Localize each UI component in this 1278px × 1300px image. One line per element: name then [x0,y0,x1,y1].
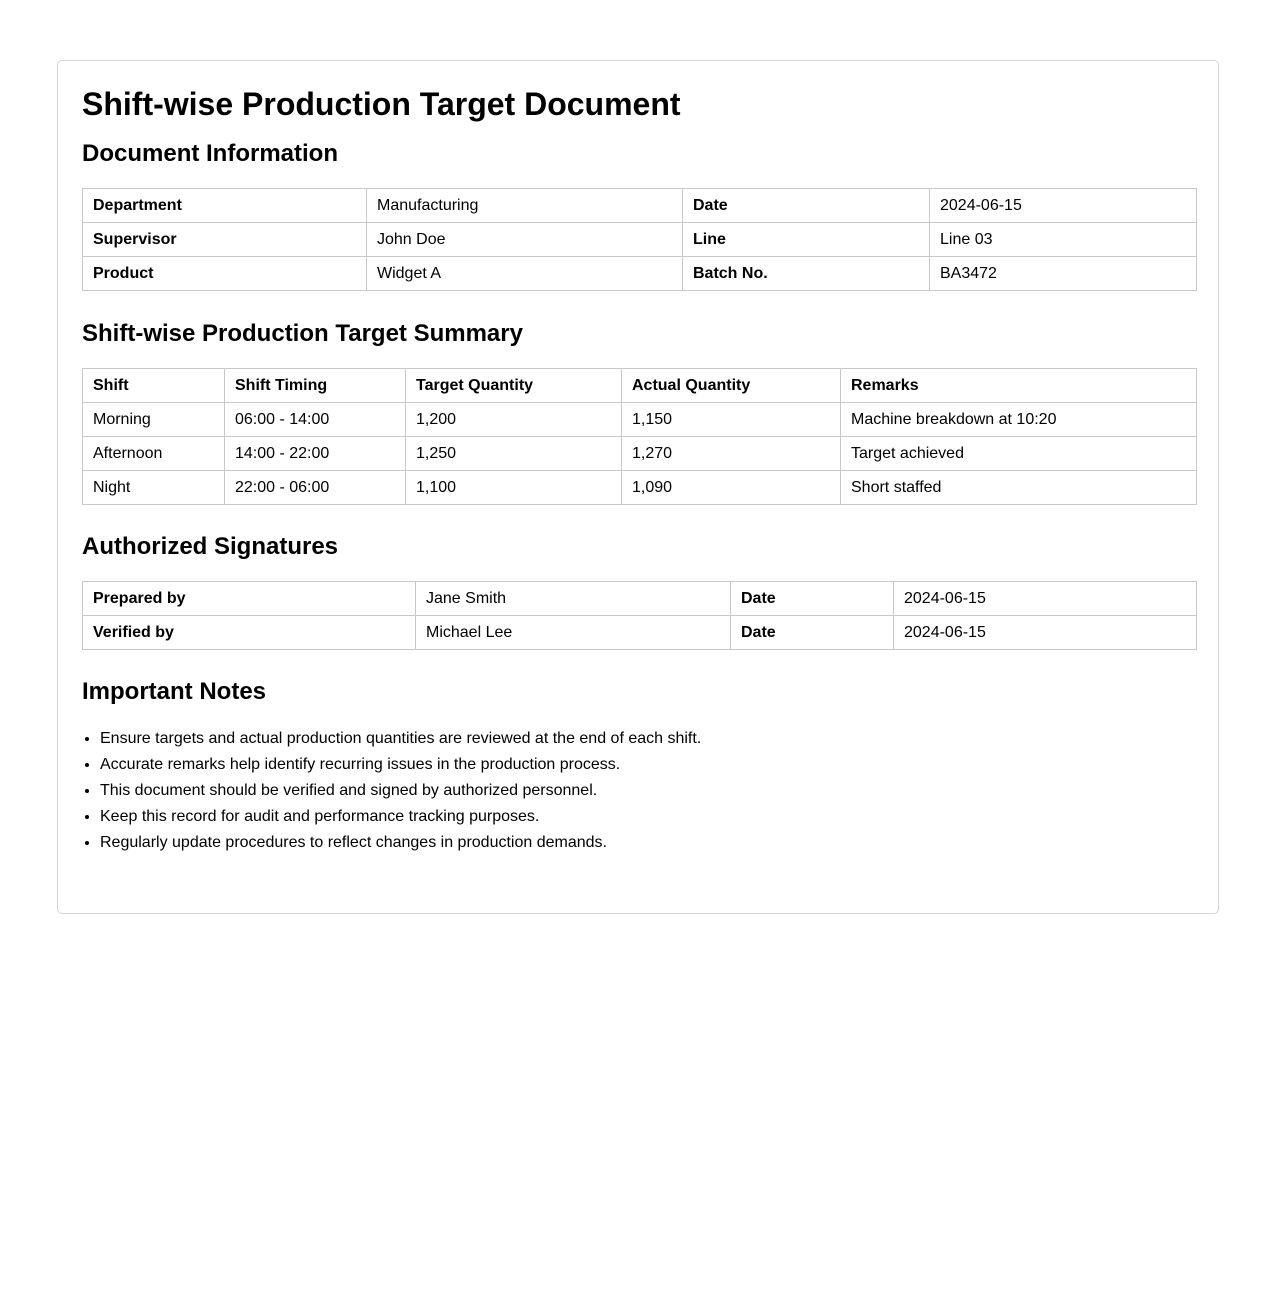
table-row [83,189,1197,223]
info-value: John Doe [367,223,683,257]
remarks-cell: Short staffed [841,471,1197,505]
table-row [83,437,1197,471]
actual-cell: 1,270 [622,437,841,471]
target-cell: 1,200 [406,403,622,437]
column-header: Remarks [841,369,1197,403]
info-value: BA3472 [930,257,1197,291]
remarks-cell: Machine breakdown at 10:20 [841,403,1197,437]
actual-cell: 1,090 [622,471,841,505]
table-row [83,403,1197,437]
production-summary-table [82,368,1197,505]
table-header-row [83,369,1197,403]
signature-name: Jane Smith [416,582,731,616]
column-header: Shift [83,369,225,403]
list-item: • Ensure targets and actual production quantities are reviewed at the end of each shift. [100,726,1194,752]
list-item: • Accurate remarks help identify recurring issues in the production process. [100,752,1194,778]
document-card [57,60,1219,914]
info-label: Date [683,189,930,223]
list-item: • Regularly update procedures to reflect changes in production demands. [100,830,1194,856]
timing-cell: 14:00 - 22:00 [225,437,406,471]
info-label: Line [683,223,930,257]
list-item: • This document should be verified and signed by authorized personnel. [100,778,1194,804]
signature-date-label: Date [731,616,894,650]
table-row [83,616,1197,650]
table-row [83,257,1197,291]
info-label: Batch No. [683,257,930,291]
target-cell: 1,250 [406,437,622,471]
shift-cell: Morning [83,403,225,437]
info-value: Manufacturing [367,189,683,223]
authorized-signatures-heading: Authorized Signatures [82,533,339,560]
signature-date-label: Date [731,582,894,616]
signature-role: Verified by [83,616,416,650]
info-value: 2024-06-15 [930,189,1197,223]
info-value: Line 03 [930,223,1197,257]
info-label: Supervisor [83,223,367,257]
production-summary-heading: Shift-wise Production Target Summary [82,320,523,347]
signatures-table [82,581,1197,650]
signature-date: 2024-06-15 [894,616,1197,650]
table-row [83,471,1197,505]
table-row [83,582,1197,616]
document-information-table [82,188,1197,291]
notes-list [82,726,1194,856]
timing-cell: 06:00 - 14:00 [225,403,406,437]
list-item: • Keep this record for audit and performance tracking purposes. [100,804,1194,830]
column-header: Actual Quantity [622,369,841,403]
info-value: Widget A [367,257,683,291]
signature-role: Prepared by [83,582,416,616]
shift-cell: Afternoon [83,437,225,471]
remarks-cell: Target achieved [841,437,1197,471]
page-title: Shift-wise Production Target Document [82,86,681,122]
table-row [83,223,1197,257]
info-label: Department [83,189,367,223]
important-notes-heading: Important Notes [82,678,267,705]
actual-cell: 1,150 [622,403,841,437]
document-information-heading: Document Information [82,140,338,167]
timing-cell: 22:00 - 06:00 [225,471,406,505]
column-header: Shift Timing [225,369,406,403]
column-header: Target Quantity [406,369,622,403]
signature-name: Michael Lee [416,616,731,650]
signature-date: 2024-06-15 [894,582,1197,616]
info-label: Product [83,257,367,291]
shift-cell: Night [83,471,225,505]
target-cell: 1,100 [406,471,622,505]
